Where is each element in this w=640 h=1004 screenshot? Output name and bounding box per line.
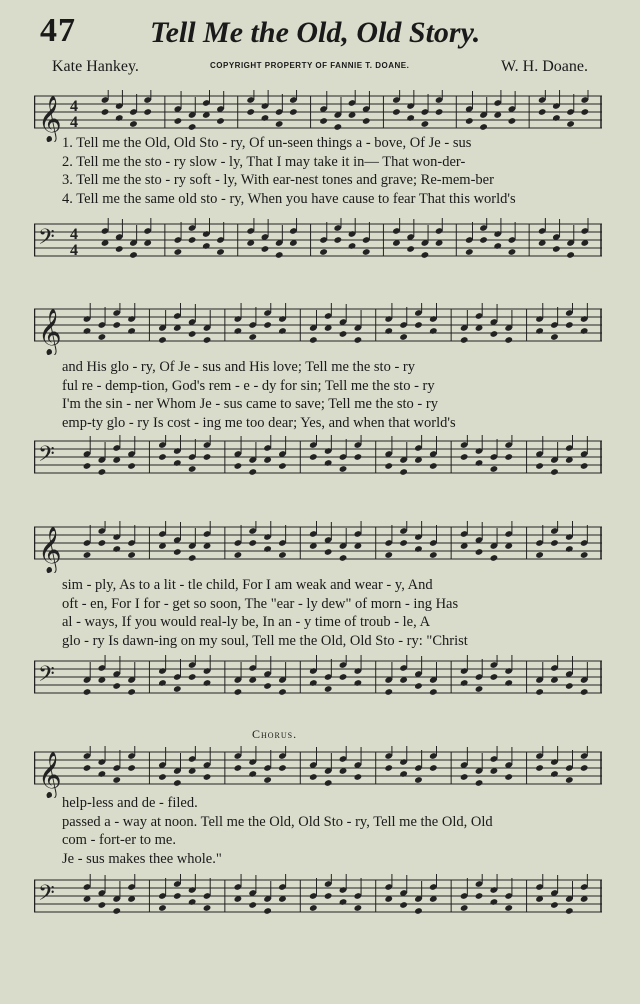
note-head [263, 321, 272, 329]
note-head [339, 554, 348, 562]
note-head [173, 779, 182, 787]
note-head [465, 248, 474, 256]
music-system-1 [34, 82, 602, 270]
note-head [203, 453, 212, 461]
note-head [421, 251, 430, 259]
bass-staff-1 [34, 218, 602, 270]
note-head [475, 685, 484, 693]
lyric-verse-2: 2. Tell me the sto - ry slow - ly, That I may take it in— That won-der- [62, 153, 466, 170]
note-head [354, 679, 363, 687]
bass-staff-3 [34, 655, 602, 707]
note-head [98, 770, 107, 778]
note-head [384, 764, 393, 772]
note-head [493, 242, 502, 250]
note-head [460, 773, 469, 781]
note-head [278, 764, 287, 772]
note-head [490, 673, 499, 681]
note-head [421, 120, 430, 128]
note-head [98, 539, 107, 547]
bass-staff-4 [34, 874, 602, 926]
note-head [504, 904, 513, 912]
note-head [115, 114, 124, 122]
note-head [354, 453, 363, 461]
note-head [460, 453, 469, 461]
note-head [406, 245, 415, 253]
note-head [490, 554, 499, 562]
note-head [552, 245, 561, 253]
note-head [115, 245, 124, 253]
note-head [429, 764, 438, 772]
lyric-verse-1: help-less and de - filed. [62, 795, 198, 811]
note-head [565, 907, 574, 915]
note-head [188, 554, 197, 562]
lyric-verse-2: oft - en, For I for - get so soon, The "ear - ly dew" of morn - ing Has [62, 595, 459, 612]
note-head [188, 236, 197, 244]
lyric-verse-1: sim - ply, As to a lit - tle child, For I am weak and wear - y, And [62, 577, 433, 593]
note-head [83, 462, 92, 470]
bass-staff-2 [34, 435, 602, 487]
note-head [324, 685, 333, 693]
lyric-verse-1: 1. Tell me the Old, Old Sto - ry, Of un-seen things a - bove, Of Je - sus [62, 135, 472, 151]
note-head [399, 539, 408, 547]
note-head [339, 673, 348, 681]
note-head [339, 465, 348, 473]
note-head [174, 248, 183, 256]
note-head [248, 901, 257, 909]
composer-credit: W. H. Doane. [501, 58, 588, 75]
note-head [188, 330, 197, 338]
note-head [399, 333, 408, 341]
note-head [414, 545, 423, 553]
note-head [248, 333, 257, 341]
note-head [566, 251, 575, 259]
note-head [112, 545, 121, 553]
note-head [550, 333, 559, 341]
note-head [263, 907, 272, 915]
bass-clef-icon: 𝄢 [38, 881, 55, 911]
note-head [429, 327, 438, 335]
note-head [173, 459, 182, 467]
treble-clef-icon: 𝄞 [38, 527, 62, 573]
lyric-verse-3: al - ways, If you would real-ly be, In an - y time of troub - le, A [62, 614, 431, 630]
note-head [490, 330, 499, 338]
note-head [429, 462, 438, 470]
note-head [202, 242, 211, 250]
note-head [580, 327, 589, 335]
note-head [248, 539, 257, 547]
note-head [479, 236, 488, 244]
note-head [333, 236, 342, 244]
note-head [475, 459, 484, 467]
lyric-verse-4: 4. Tell me the same old sto - ry, When you have cause to fear That this world's [62, 190, 516, 207]
note-head [508, 248, 517, 256]
note-head [248, 770, 257, 778]
note-head [129, 120, 138, 128]
note-head [339, 330, 348, 338]
note-head [101, 108, 110, 116]
note-head [127, 764, 136, 772]
note-head [263, 545, 272, 553]
copyright-notice: COPYRIGHT PROPERTY OF FANNIE T. DOANE. [210, 61, 410, 70]
note-head [479, 123, 488, 131]
note-head [384, 327, 393, 335]
note-head [158, 336, 167, 344]
note-head [248, 468, 257, 476]
note-head [475, 892, 484, 900]
note-head [535, 688, 544, 696]
treble-staff-2 [34, 303, 602, 355]
note-head [278, 551, 287, 559]
time-signature-digit: 4 [70, 98, 78, 115]
note-head [490, 465, 499, 473]
note-head [127, 688, 136, 696]
note-head [504, 679, 513, 687]
note-head [504, 773, 513, 781]
time-signature-digit: 4 [70, 114, 78, 131]
note-head [188, 673, 197, 681]
note-head [406, 114, 415, 122]
note-head [354, 904, 363, 912]
note-head [504, 453, 513, 461]
lyricist-credit: Kate Hankey. [52, 58, 139, 75]
note-head [324, 779, 333, 787]
note-head [158, 453, 167, 461]
note-head [508, 117, 517, 125]
note-head [143, 108, 152, 116]
note-head [234, 764, 243, 772]
note-head [324, 892, 333, 900]
note-head [83, 688, 92, 696]
note-head [112, 907, 121, 915]
lyric-verse-1: and His glo - ry, Of Je - sus and His love; Tell me the sto - ry [62, 359, 415, 375]
treble-clef-icon: 𝄞 [38, 96, 62, 142]
note-head [309, 904, 318, 912]
note-head [246, 108, 255, 116]
note-head [339, 898, 348, 906]
note-head [263, 682, 272, 690]
lyric-verse-3: 3. Tell me the sto - ry soft - ly, With ear-nest tones and grave; Re-mem-ber [62, 172, 494, 188]
note-head [98, 468, 107, 476]
lyric-verse-2: passed a - way at noon. Tell me the Old, Old Sto - ry, Tell me the Old, Old [62, 813, 493, 830]
note-head [565, 682, 574, 690]
note-head [174, 117, 183, 125]
lyric-verse-2: ful re - demp-tion, God's rem - e - dy for sin; Tell me the sto - ry [62, 377, 435, 394]
music-system-4 [34, 738, 602, 928]
note-head [127, 327, 136, 335]
note-head [504, 336, 513, 344]
note-head [129, 251, 138, 259]
lyrics-block-4 [62, 794, 602, 868]
treble-clef-icon: 𝄞 [38, 752, 62, 798]
note-head [83, 327, 92, 335]
lyric-verse-4: glo - ry Is dawn-ing on my soul, Tell me the Old, Old Sto - ry: "Christ [62, 632, 468, 649]
note-head [324, 459, 333, 467]
lyric-verse-3: I'm the sin - ner Whom Je - sus came to save; Tell me the sto - ry [62, 396, 438, 412]
note-head [275, 251, 284, 259]
note-head [158, 904, 167, 912]
note-head [234, 551, 243, 559]
note-head [324, 548, 333, 556]
note-head [566, 120, 575, 128]
note-head [399, 901, 408, 909]
note-head [234, 327, 243, 335]
note-head [565, 776, 574, 784]
note-head [261, 114, 270, 122]
note-head [333, 123, 342, 131]
note-head [98, 333, 107, 341]
note-head [83, 551, 92, 559]
bass-clef-icon: 𝄢 [38, 662, 55, 692]
note-head [203, 679, 212, 687]
note-head [309, 336, 318, 344]
music-system-2 [34, 295, 602, 485]
note-head [580, 764, 589, 772]
note-head [278, 688, 287, 696]
bass-clef-icon: 𝄢 [38, 225, 55, 255]
note-head [188, 898, 197, 906]
note-head [98, 901, 107, 909]
note-head [535, 327, 544, 335]
note-head [319, 117, 328, 125]
note-head [112, 776, 121, 784]
note-head [354, 773, 363, 781]
note-head [465, 117, 474, 125]
note-head [414, 682, 423, 690]
lyric-verse-4: Je - sus makes thee whole." [62, 850, 222, 867]
note-head [263, 776, 272, 784]
note-head [538, 108, 547, 116]
note-head [475, 779, 484, 787]
note-head [460, 679, 469, 687]
note-head [580, 688, 589, 696]
lyrics-block-2 [62, 358, 602, 432]
lyrics-block-3 [62, 576, 602, 650]
note-head [384, 462, 393, 470]
treble-staff-4 [34, 746, 602, 798]
note-head [354, 336, 363, 344]
note-head [203, 773, 212, 781]
note-head [278, 327, 287, 335]
note-head [565, 545, 574, 553]
note-head [392, 108, 401, 116]
note-head [309, 453, 318, 461]
treble-clef-icon: 𝄞 [38, 309, 62, 355]
note-head [550, 539, 559, 547]
note-head [319, 248, 328, 256]
note-head [429, 551, 438, 559]
note-head [309, 773, 318, 781]
note-head [399, 468, 408, 476]
time-signature-digit: 4 [70, 226, 78, 243]
note-head [414, 321, 423, 329]
note-head [362, 248, 371, 256]
note-head [261, 245, 270, 253]
note-head [127, 551, 136, 559]
note-head [216, 117, 225, 125]
note-head [435, 108, 444, 116]
lyric-verse-3: com - fort-er to me. [62, 832, 176, 848]
note-head [158, 679, 167, 687]
note-head [127, 462, 136, 470]
note-head [384, 551, 393, 559]
note-head [490, 898, 499, 906]
note-head [580, 462, 589, 470]
note-head [414, 776, 423, 784]
note-head [188, 465, 197, 473]
bass-clef-icon: 𝄢 [38, 442, 55, 472]
note-head [112, 682, 121, 690]
note-head [429, 688, 438, 696]
lyrics-block-1 [62, 134, 602, 208]
note-head [112, 321, 121, 329]
note-head [384, 688, 393, 696]
note-head [414, 907, 423, 915]
hymn-title: Tell Me the Old, Old Story. [150, 16, 481, 49]
note-head [362, 117, 371, 125]
note-head [550, 468, 559, 476]
note-head [234, 462, 243, 470]
note-head [460, 336, 469, 344]
note-head [565, 321, 574, 329]
music-system-3 [34, 513, 602, 703]
note-head [348, 242, 357, 250]
note-head [188, 123, 197, 131]
note-head [399, 770, 408, 778]
note-head [158, 773, 167, 781]
note-head [535, 462, 544, 470]
chorus-label: Chorus. [252, 727, 298, 741]
note-head [550, 770, 559, 778]
lyric-verse-4: emp-ty glo - ry Is cost - ing me too dear; Yes, and when that world's [62, 414, 456, 431]
treble-staff-3 [34, 521, 602, 573]
note-head [289, 108, 298, 116]
note-head [275, 120, 284, 128]
note-head [460, 904, 469, 912]
note-head [535, 764, 544, 772]
note-head [203, 904, 212, 912]
note-head [173, 685, 182, 693]
note-head [278, 462, 287, 470]
note-head [475, 548, 484, 556]
note-head [173, 892, 182, 900]
note-head [552, 114, 561, 122]
note-head [173, 548, 182, 556]
note-head [580, 108, 589, 116]
note-head [535, 551, 544, 559]
note-head [234, 688, 243, 696]
note-head [309, 679, 318, 687]
note-head [580, 551, 589, 559]
note-head [550, 901, 559, 909]
time-signature-digit: 4 [70, 242, 78, 259]
hymn-number: 47 [40, 12, 76, 49]
note-head [216, 248, 225, 256]
note-head [203, 336, 212, 344]
note-head [83, 764, 92, 772]
